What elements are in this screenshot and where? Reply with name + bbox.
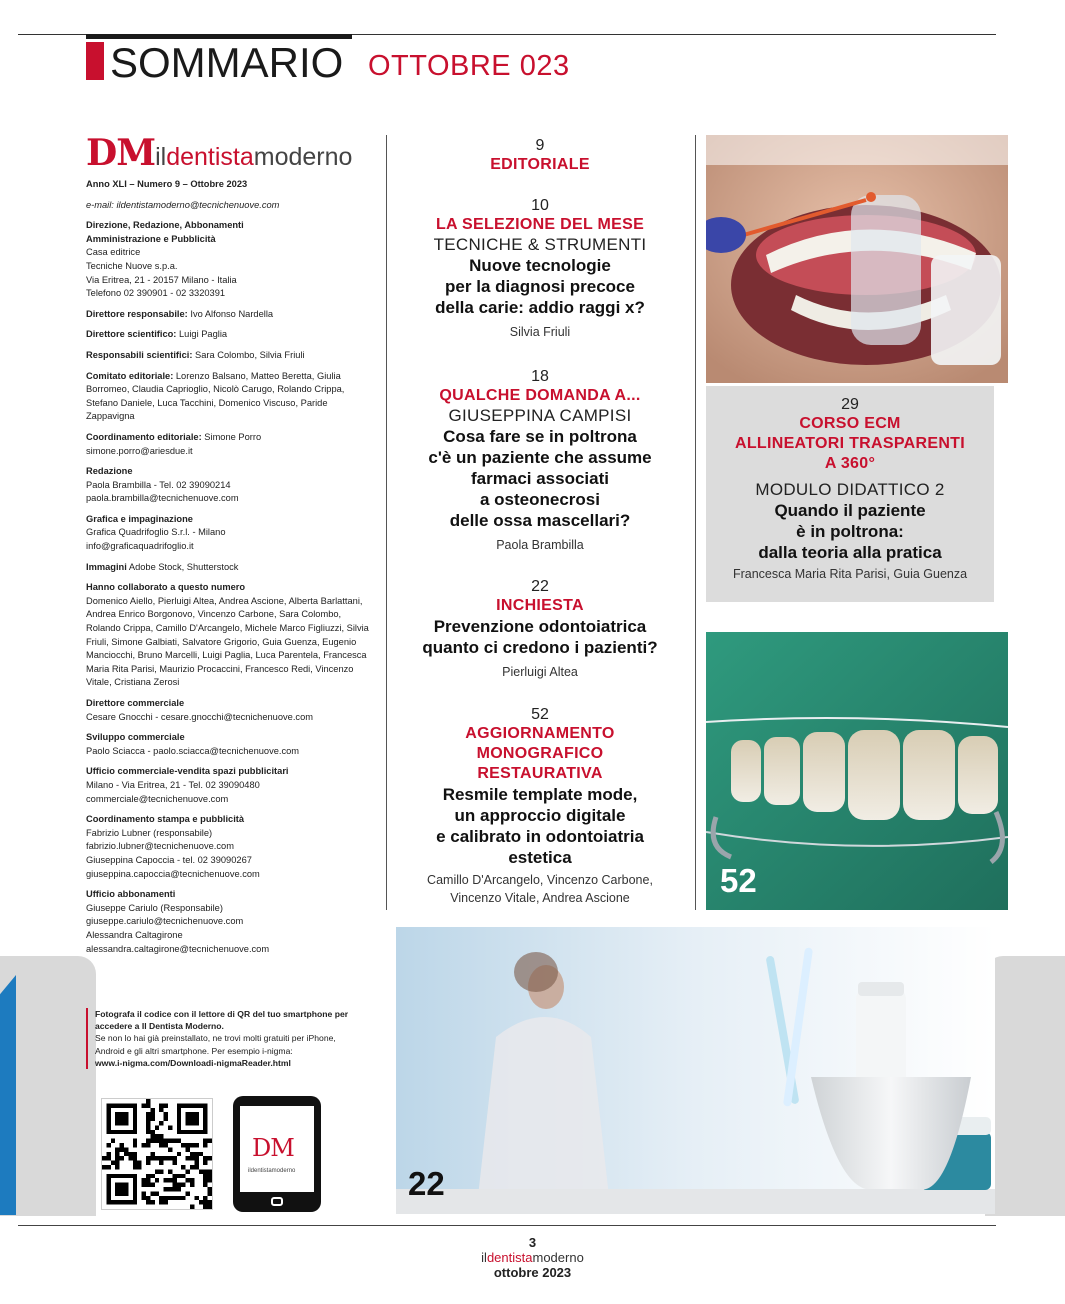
- qr-module: [106, 1143, 110, 1147]
- qr-module: [146, 1099, 150, 1103]
- qr-module: [159, 1103, 163, 1107]
- qr-module: [128, 1156, 132, 1160]
- text: Milano - Via Eritrea, 21 - Tel. 02 39090480: [86, 779, 260, 790]
- qr-module: [150, 1130, 154, 1134]
- tablet-icon: [233, 1096, 321, 1212]
- qr-module: [164, 1103, 168, 1107]
- qr-module: [146, 1103, 150, 1107]
- photo-page-label: 52: [720, 862, 757, 899]
- qr-module: [124, 1152, 128, 1156]
- text: Adobe Stock, Shutterstock: [128, 561, 239, 572]
- toc-headline: delle ossa mascellari?: [449, 511, 631, 530]
- logo-il: il: [155, 143, 167, 171]
- qr-module: [159, 1161, 163, 1165]
- qr-note-url: www.i-nigma.com/Downloadi-nigmaReader.html: [95, 1057, 291, 1068]
- toc-author: Silvia Friuli: [509, 325, 571, 339]
- qr-module: [159, 1108, 163, 1112]
- logo-dm: DM: [86, 132, 156, 174]
- toc-entry[interactable]: [396, 706, 684, 907]
- toc-headline: a osteonecrosi: [480, 490, 600, 509]
- qr-module: [172, 1161, 176, 1165]
- home-button-icon: [271, 1197, 283, 1206]
- qr-module: [159, 1143, 163, 1147]
- qr-module: [194, 1143, 198, 1147]
- text: simone.porro@ariesdue.it: [86, 445, 193, 456]
- column-divider: [386, 135, 387, 910]
- qr-module: [203, 1139, 207, 1143]
- toc-page: 22: [531, 578, 549, 595]
- qr-module: [128, 1152, 132, 1156]
- qr-module: [194, 1152, 198, 1156]
- qr-module: [150, 1134, 154, 1138]
- qr-module: [146, 1161, 150, 1165]
- toc-section: MONOGRAFICO: [476, 745, 604, 762]
- qr-module: [203, 1161, 207, 1165]
- teeth-closeup-photo: [706, 632, 1008, 910]
- qr-module: [133, 1156, 137, 1160]
- qr-module: [181, 1143, 185, 1147]
- qr-module: [199, 1152, 203, 1156]
- qr-module: [168, 1125, 172, 1129]
- toc-headline: c'è un paziente che assume: [428, 448, 652, 467]
- qr-module: [133, 1165, 137, 1169]
- label: Sviluppo commerciale: [86, 732, 185, 743]
- toc-author: Camillo D'Arcangelo, Vincenzo Carbone,: [427, 873, 653, 887]
- logo-moderno: moderno: [253, 143, 353, 171]
- qr-module: [190, 1152, 194, 1156]
- text: Luigi Paglia: [179, 329, 228, 340]
- qr-module: [168, 1139, 172, 1143]
- qr-module: [190, 1178, 194, 1182]
- text: giuseppina.capoccia@tecnichenuove.com: [86, 868, 260, 879]
- label: Coordinamento stampa e pubblicità: [86, 814, 245, 825]
- label: Direttore scientifico:: [86, 329, 177, 340]
- qr-module: [172, 1178, 176, 1182]
- qr-module: [146, 1130, 150, 1134]
- qr-module: [124, 1147, 128, 1151]
- label: Immagini: [86, 561, 127, 572]
- qr-module: [172, 1196, 176, 1200]
- toc-page: 52: [531, 706, 549, 723]
- footer-logo-moderno: moderno: [532, 1250, 584, 1265]
- toc-entry[interactable]: [396, 368, 684, 554]
- qr-module: [102, 1165, 106, 1169]
- email: e-mail: ildentistamoderno@tecnichenuove.com: [86, 199, 280, 210]
- toc-author: Vincenzo Vitale, Andrea Ascione: [450, 891, 630, 905]
- qr-module: [146, 1174, 150, 1178]
- qr-module: [203, 1169, 207, 1173]
- toc-headline: dalla teoria alla pratica: [758, 543, 942, 562]
- qr-module: [190, 1183, 194, 1187]
- qr-module: [203, 1156, 207, 1160]
- logo-dentista: dentista: [166, 143, 254, 171]
- qr-module: [203, 1143, 207, 1147]
- qr-module: [111, 1139, 115, 1143]
- qr-module: [150, 1112, 154, 1116]
- label: Amministrazione e Pubblicità: [86, 233, 216, 244]
- qr-module: [194, 1161, 198, 1165]
- toc-section: A 360°: [824, 455, 876, 472]
- text: Giuseppina Capoccia - tel. 02 39090267: [86, 854, 252, 865]
- text: alessandra.caltagirone@tecnichenuove.com: [86, 943, 270, 954]
- qr-module: [155, 1169, 159, 1173]
- qr-module: [168, 1178, 172, 1182]
- toc-page: 9: [535, 137, 545, 154]
- qr-module: [164, 1139, 168, 1143]
- left-tab-accent: [0, 975, 16, 1215]
- label: Redazione: [86, 466, 133, 477]
- qr-module: [181, 1196, 185, 1200]
- toc-author: Pierluigi Altea: [502, 665, 578, 679]
- qr-module: [168, 1147, 172, 1151]
- qr-module: [208, 1187, 212, 1191]
- text: Paolo Sciacca - paolo.sciacca@tecnichenuove.com: [86, 745, 300, 756]
- qr-module: [168, 1156, 172, 1160]
- qr-module: [186, 1143, 190, 1147]
- qr-module: [208, 1178, 212, 1182]
- qr-module: [159, 1200, 163, 1204]
- qr-module: [181, 1174, 185, 1178]
- qr-module: [194, 1196, 198, 1200]
- qr-module: [208, 1156, 212, 1160]
- text: info@graficaquadrifoglio.it: [86, 541, 194, 552]
- qr-module: [142, 1178, 146, 1182]
- toc-subsection: MODULO DIDATTICO 2: [755, 480, 945, 499]
- qr-code-icon[interactable]: [101, 1098, 213, 1210]
- qr-module: [208, 1139, 212, 1143]
- qr-module: [164, 1143, 168, 1147]
- text: Fabrizio Lubner (responsabile): [86, 827, 213, 838]
- text: Via Eritrea, 21 - 20157 Milano - Italia: [86, 274, 237, 285]
- toc-headline: Quando il paziente: [774, 501, 926, 520]
- qr-module: [164, 1196, 168, 1200]
- colophon: [86, 178, 376, 963]
- tablet-screen: [240, 1106, 314, 1192]
- qr-module: [146, 1121, 150, 1125]
- qr-module: [146, 1117, 150, 1121]
- label: Hanno collaborato a questo numero: [86, 582, 246, 593]
- qr-module: [186, 1147, 190, 1151]
- text: Paola Brambilla - Tel. 02 39090214: [86, 479, 231, 490]
- qr-module: [194, 1165, 198, 1169]
- qr-module: [208, 1174, 212, 1178]
- qr-module: [186, 1191, 190, 1195]
- qr-module: [181, 1165, 185, 1169]
- footer-date: ottobre 2023: [493, 1265, 572, 1280]
- qr-module: [146, 1178, 150, 1182]
- toc-headline: della carie: addio raggi x?: [435, 298, 645, 317]
- toc-headline: Cosa fare se in poltrona: [443, 427, 637, 446]
- label: Direzione, Redazione, Abbonamenti: [86, 220, 244, 231]
- qr-module: [142, 1143, 146, 1147]
- text: Cesare Gnocchi - cesare.gnocchi@tecnichenuove.com: [86, 711, 313, 722]
- qr-module: [194, 1156, 198, 1160]
- qr-module: [146, 1112, 150, 1116]
- qr-module: [208, 1169, 212, 1173]
- qr-module: [203, 1196, 207, 1200]
- qr-module: [150, 1174, 154, 1178]
- qr-module: [172, 1139, 176, 1143]
- toc-section: INCHIESTA: [496, 597, 584, 614]
- qr-module: [146, 1139, 150, 1143]
- toc-section: AGGIORNAMENTO: [465, 725, 615, 742]
- label: Responsabili scientifici:: [86, 349, 193, 360]
- text: Giuseppe Cariulo (Responsabile): [86, 902, 223, 913]
- featured-course-box[interactable]: [706, 386, 994, 602]
- toc-headline: Prevenzione odontoiatrica: [433, 617, 647, 636]
- qr-module: [155, 1134, 159, 1138]
- page-footer: [0, 1236, 1065, 1280]
- qr-module: [150, 1108, 154, 1112]
- text: Casa editrice: [86, 247, 141, 258]
- qr-module: [199, 1200, 203, 1204]
- qr-module: [159, 1169, 163, 1173]
- qr-module: [208, 1200, 212, 1204]
- qr-module: [177, 1174, 181, 1178]
- toc-subsection: TECNICHE & STRUMENTI: [433, 235, 647, 254]
- page-title: SOMMARIO: [110, 39, 344, 86]
- magazine-logo: [86, 132, 352, 174]
- toc-author: Francesca Maria Rita Parisi, Guia Guenza: [732, 567, 968, 581]
- qr-module: [133, 1139, 137, 1143]
- text: commerciale@tecnichenuove.com: [86, 793, 229, 804]
- toc-section: LA SELEZIONE DEL MESE: [435, 216, 645, 233]
- qr-module: [177, 1139, 181, 1143]
- qr-note: [86, 1008, 365, 1069]
- qr-module: [155, 1139, 159, 1143]
- qr-module: [203, 1178, 207, 1182]
- issue-number: Anno XLI – Numero 9 – Ottobre 2023: [86, 179, 248, 189]
- text: Domenico Aiello, Pierluigi Altea, Andrea Ascione, Alberta Barlattani, Andrea Enrico Borgonovo, Vincenzo Carbone, Sara Colombo, Rolando Crippa, Camillo D'Arcangelo, Michele Marco Figliuzzi, Silvia Friuli, Simone Galbiati, Salvatore Grigorio, Guia Guenza, Eugenio Manciocchi, Bruno Marcelli, Luigi Paglia, Luca Parentela, Francesca Maria Rita Parisi, Maurizio Procaccini, Francesco Redi, Vincenzo Vitale, Cristiana Zerosi: [86, 595, 369, 688]
- qr-module: [150, 1139, 154, 1143]
- qr-module: [168, 1187, 172, 1191]
- qr-module: [150, 1200, 154, 1204]
- qr-module: [164, 1117, 168, 1121]
- qr-module: [172, 1156, 176, 1160]
- qr-module: [150, 1117, 154, 1121]
- bottom-rule: [18, 1225, 996, 1226]
- qr-module: [172, 1187, 176, 1191]
- qr-module: [106, 1156, 110, 1160]
- qr-module: [177, 1183, 181, 1187]
- qr-module: [190, 1205, 194, 1209]
- text: fabrizio.lubner@tecnichenuove.com: [86, 841, 234, 852]
- qr-module: [177, 1196, 181, 1200]
- qr-module: [203, 1183, 207, 1187]
- toc-author: Paola Brambilla: [496, 538, 584, 552]
- qr-module: [120, 1156, 124, 1160]
- toc-headline: quanto ci credono i pazienti?: [422, 638, 658, 657]
- qr-module: [190, 1143, 194, 1147]
- label: Coordinamento editoriale:: [86, 431, 202, 442]
- qr-module: [142, 1103, 146, 1107]
- qr-module: [159, 1196, 163, 1200]
- qr-module: [172, 1183, 176, 1187]
- title-accent: [86, 42, 104, 80]
- issue-date: OTTOBRE 023: [368, 50, 570, 82]
- qr-module: [203, 1200, 207, 1204]
- footer-logo: [0, 1250, 1065, 1265]
- footer-logo-dentista: dentista: [486, 1250, 533, 1265]
- qr-note-text: Se non lo hai già preinstallato, ne trovi molti gratuiti per iPhone, Android e gli altri smartphone. Per esempio i-nigma:: [95, 1033, 336, 1056]
- qr-module: [203, 1205, 207, 1209]
- qr-module: [155, 1191, 159, 1195]
- toc-subsection: GIUSEPPINA CAMPISI: [448, 406, 632, 425]
- qr-module: [115, 1156, 119, 1160]
- toc-section: ALLINEATORI TRASPARENTI: [734, 435, 965, 452]
- qr-module: [168, 1169, 172, 1173]
- qr-module: [120, 1147, 124, 1151]
- qr-module: [190, 1165, 194, 1169]
- qr-module: [142, 1196, 146, 1200]
- qr-module: [115, 1161, 119, 1165]
- qr-module: [199, 1169, 203, 1173]
- qr-module: [115, 1147, 119, 1151]
- qr-module: [177, 1187, 181, 1191]
- tablet-logo-dm: DM: [252, 1134, 294, 1162]
- toc-headline: Resmile template mode,: [442, 785, 638, 804]
- toc-headline: estetica: [508, 848, 572, 867]
- qr-module: [146, 1156, 150, 1160]
- qr-module: [208, 1205, 212, 1209]
- qr-module: [133, 1143, 137, 1147]
- qr-module: [164, 1178, 168, 1182]
- qr-module: [106, 1152, 110, 1156]
- text: Telefono 02 390901 - 02 3320391: [86, 288, 226, 299]
- qr-module: [155, 1178, 159, 1182]
- text: Lorenzo Balsano, Matteo Beretta, Giulia Borromeo, Claudia Caprioglio, Nicolò Carugo, Rolando Crippa, Stefano Daniele, Luca Tacchini, Domenico Viscuso, Paride Zappavigna: [86, 370, 345, 422]
- qr-module: [203, 1174, 207, 1178]
- qr-module: [115, 1152, 119, 1156]
- qr-module: [208, 1191, 212, 1195]
- qr-module: [133, 1161, 137, 1165]
- qr-module: [137, 1161, 141, 1165]
- page-number: 3: [528, 1235, 537, 1250]
- toc-headline: Nuove tecnologie: [469, 256, 611, 275]
- text: Tecniche Nuove s.p.a.: [86, 260, 178, 271]
- qr-module: [150, 1191, 154, 1195]
- qr-module: [186, 1178, 190, 1182]
- qr-module: [150, 1152, 154, 1156]
- toc-section: CORSO ECM: [799, 415, 901, 432]
- toc-page: 18: [531, 368, 549, 385]
- qr-module: [164, 1112, 168, 1116]
- label: Comitato editoriale:: [86, 370, 174, 381]
- qr-module: [168, 1196, 172, 1200]
- qr-module: [142, 1183, 146, 1187]
- qr-module: [146, 1143, 150, 1147]
- toc-headline: un approccio digitale: [454, 806, 626, 825]
- qr-module: [146, 1183, 150, 1187]
- qr-module: [146, 1200, 150, 1204]
- text: Sara Colombo, Silvia Friuli: [195, 349, 305, 360]
- toc-headline: è in poltrona:: [796, 522, 904, 541]
- text: paola.brambilla@tecnichenuove.com: [86, 493, 239, 504]
- qr-module: [142, 1191, 146, 1195]
- text: Grafica Quadrifoglio S.r.l. - Milano: [86, 527, 226, 538]
- qr-module: [186, 1169, 190, 1173]
- text: Simone Porro: [204, 431, 262, 442]
- qr-module: [155, 1156, 159, 1160]
- qr-note-bold: Fotografa il codice con il lettore di QR del tuo smartphone per accedere a Il Dentista Moderno.: [95, 1009, 349, 1032]
- qr-module: [172, 1174, 176, 1178]
- toc-page: 29: [841, 396, 859, 413]
- qr-module: [137, 1165, 141, 1169]
- qr-module: [155, 1125, 159, 1129]
- toc-headline: farmaci associati: [471, 469, 609, 488]
- toc-headline: per la diagnosi precoce: [445, 277, 635, 296]
- dental-exam-photo: [706, 135, 1008, 383]
- qr-module: [159, 1134, 163, 1138]
- toc-section: EDITORIALE: [490, 156, 590, 173]
- qr-module: [133, 1152, 137, 1156]
- qr-module: [120, 1143, 124, 1147]
- text: giuseppe.cariulo@tecnichenuove.com: [86, 916, 244, 927]
- toc-section: RESTAURATIVA: [477, 765, 603, 782]
- qr-module: [146, 1125, 150, 1129]
- qr-module: [164, 1200, 168, 1204]
- qr-module: [111, 1161, 115, 1165]
- column-divider: [695, 135, 696, 910]
- qr-module: [159, 1139, 163, 1143]
- toc-entry[interactable]: [396, 578, 684, 681]
- toc-headline: e calibrato in odontoiatria: [436, 827, 644, 846]
- label: Direttore responsabile:: [86, 308, 188, 319]
- qr-module: [146, 1196, 150, 1200]
- toc-page: 10: [531, 197, 549, 214]
- tablet-logo-sub: ildentistamoderno: [248, 1168, 296, 1174]
- footer-logo-il: il: [481, 1250, 487, 1265]
- right-page-tab: [985, 956, 1065, 1216]
- qr-module: [106, 1165, 110, 1169]
- photo-page-label: 22: [408, 1165, 445, 1202]
- text: Alessandra Caltagirone: [86, 929, 183, 940]
- qr-module: [190, 1156, 194, 1160]
- qr-module: [177, 1152, 181, 1156]
- toc-entry[interactable]: [396, 137, 684, 175]
- toc-entry[interactable]: [396, 197, 684, 341]
- qr-module: [164, 1187, 168, 1191]
- qr-module: [159, 1121, 163, 1125]
- qr-module: [115, 1165, 119, 1169]
- qr-module: [150, 1183, 154, 1187]
- label: Grafica e impaginazione: [86, 513, 193, 524]
- qr-module: [102, 1156, 106, 1160]
- qr-module: [164, 1156, 168, 1160]
- text: Ivo Alfonso Nardella: [190, 308, 274, 319]
- qr-module: [186, 1156, 190, 1160]
- toothbrush-photo: [396, 927, 995, 1214]
- qr-module: [150, 1156, 154, 1160]
- qr-module: [181, 1183, 185, 1187]
- label: Ufficio commerciale-vendita spazi pubblicitari: [86, 766, 289, 777]
- label: Ufficio abbonamenti: [86, 889, 176, 900]
- qr-module: [159, 1156, 163, 1160]
- label: Direttore commerciale: [86, 698, 185, 708]
- toc-section: QUALCHE DOMANDA A...: [439, 387, 641, 404]
